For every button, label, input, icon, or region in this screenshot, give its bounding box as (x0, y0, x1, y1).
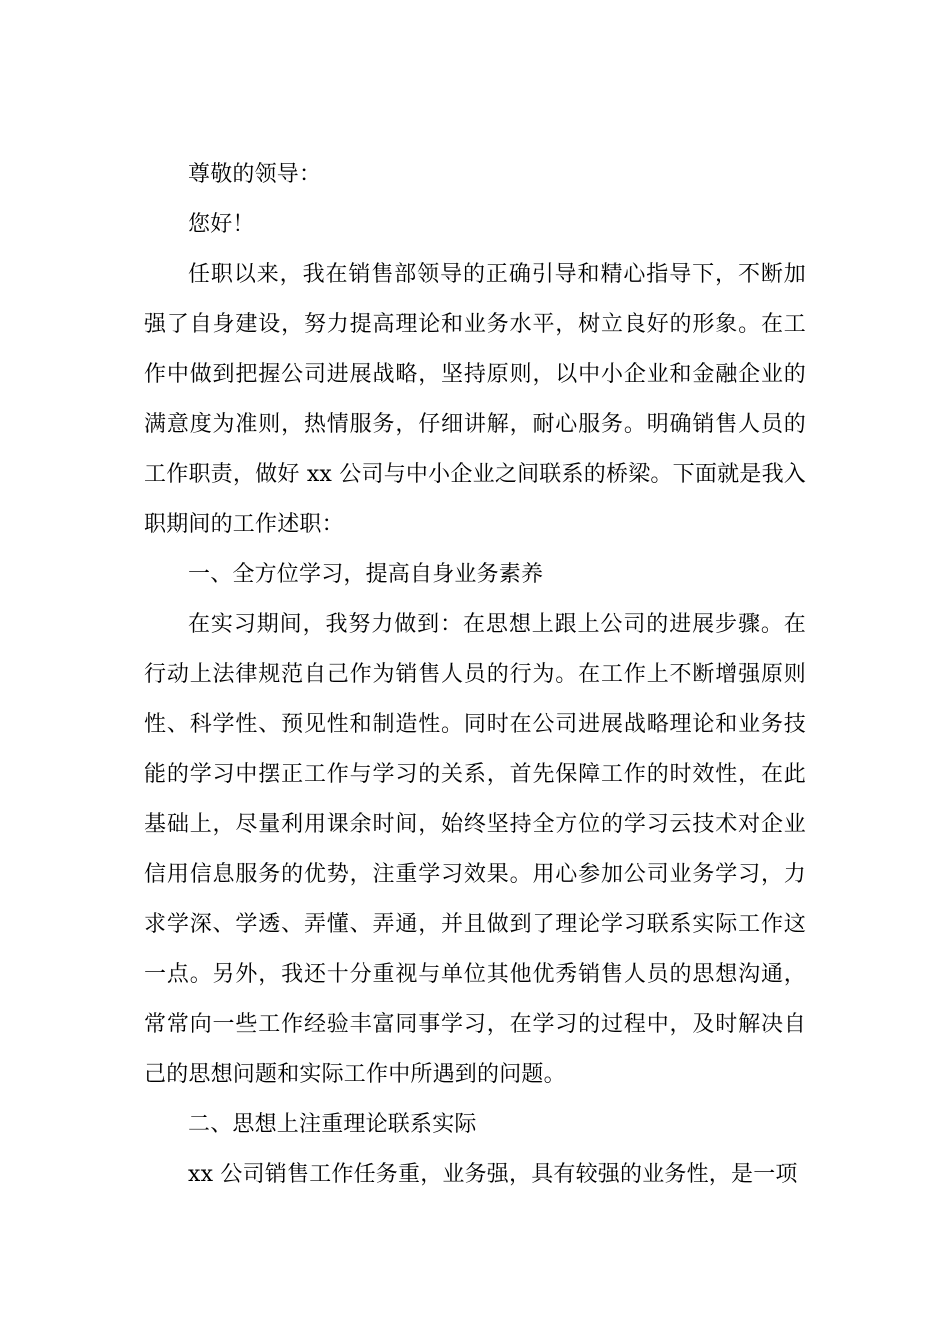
intro-paragraph: 任职以来，我在销售部领导的正确引导和精心指导下，不断加强了自身建设，努力提高理论和业务水平，树立良好的形象。在工作中做到把握公司进展战略，坚持原则，以中小企业和金融企业的满意度为准则，热情服务，仔细讲解，耐心服务。明确销售人员的工作职责，做好 xx 公司与中小企业之间联系的桥梁。下面就是我入职期间的工作述职： (144, 262, 806, 537)
document-body (144, 150, 806, 1200)
greeting: 您好！ (188, 212, 255, 237)
section-heading-2: 二、思想上注重理论联系实际 (188, 1112, 477, 1137)
section-2-paragraph: xx 公司销售工作任务重，业务强，具有较强的业务性，是一项 (188, 1162, 798, 1187)
section-1-paragraph: 在实习期间，我努力做到：在思想上跟上公司的进展步骤。在行动上法律规范自己作为销售人员的行为。在工作上不断增强原则性、科学性、预见性和制造性。同时在公司进展战略理论和业务技能的学习中摆正工作与学习的关系，首先保障工作的时效性，在此基础上，尽量利用课余时间，始终坚持全方位的学习云技术对企业信用信息服务的优势，注重学习效果。用心参加公司业务学习，力求学深、学透、弄懂、弄通，并且做到了理论学习联系实际工作这一点。另外，我还十分重视与单位其他优秀销售人员的思想沟通，常常向一些工作经验丰富同事学习，在学习的过程中，及时解决自己的思想问题和实际工作中所遇到的问题。 (144, 612, 806, 1087)
salutation: 尊敬的领导： (188, 162, 322, 187)
section-heading-1: 一、全方位学习，提高自身业务素养 (188, 562, 544, 587)
